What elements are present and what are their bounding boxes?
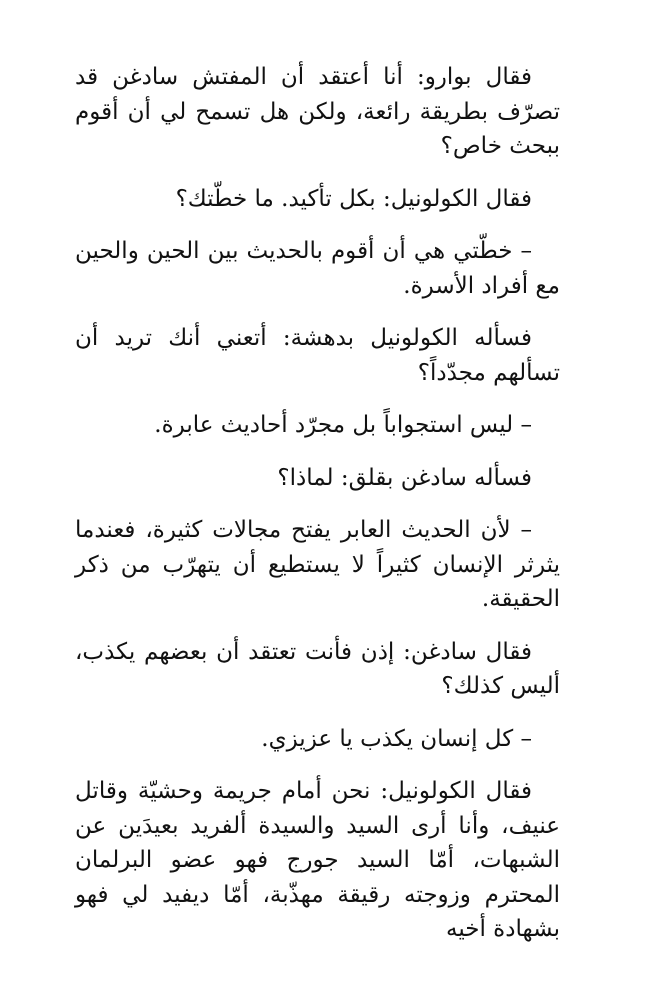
paragraph-colonel-suspects: فقال الكولونيل: نحن أمام جريمة وحشيّة وقاتل عنيف، وأنا أرى السيد والسيدة ألفريد بعيدَين عن الشبهات، أمّا السيد جورج فهو عضو البرلمان المحترم وزوجته رقيقة مهذّبة، أمّا ديفيد لي فهو بشهادة أخيه xyxy=(75,778,560,942)
book-page xyxy=(75,60,560,965)
paragraph-everyone-lies: – كل إنسان يكذب يا عزيزي. xyxy=(261,725,532,752)
paragraph-reason: – لأن الحديث العابر يفتح مجالات كثيرة، فعندما يثرثر الإنسان كثيراً لا يستطيع أن يتهرّب من ذكر الحقيقة. xyxy=(75,517,560,612)
paragraph-colonel-question: فسأله الكولونيل بدهشة: أتعني أنك تريد أن تسألهم مجدّداً؟ xyxy=(75,325,560,386)
paragraph-casual-talks: – ليس استجواباً بل مجرّد أحاديث عابرة. xyxy=(154,412,532,438)
paragraph-sadgun-lying: فقال سادغن: إذن فأنت تعتقد أن بعضهم يكذب، أليس كذلك؟ xyxy=(75,638,560,699)
paragraph-sadgun-why: فسأله سادغن بقلق: لماذا؟ xyxy=(277,464,532,491)
paragraph-plan: – خطّتي هي أن أقوم بالحديث بين الحين والحين مع أفراد الأسرة. xyxy=(75,238,560,299)
paragraph-colonel-reply: فقال الكولونيل: بكل تأكيد. ما خطّتك؟ xyxy=(175,185,532,212)
paragraph-poirot-statement: فقال بوارو: أنا أعتقد أن المفتش سادغن قد تصرّف بطريقة رائعة، ولكن هل تسمح لي أن أقوم ببحث خاص؟ xyxy=(75,64,560,159)
